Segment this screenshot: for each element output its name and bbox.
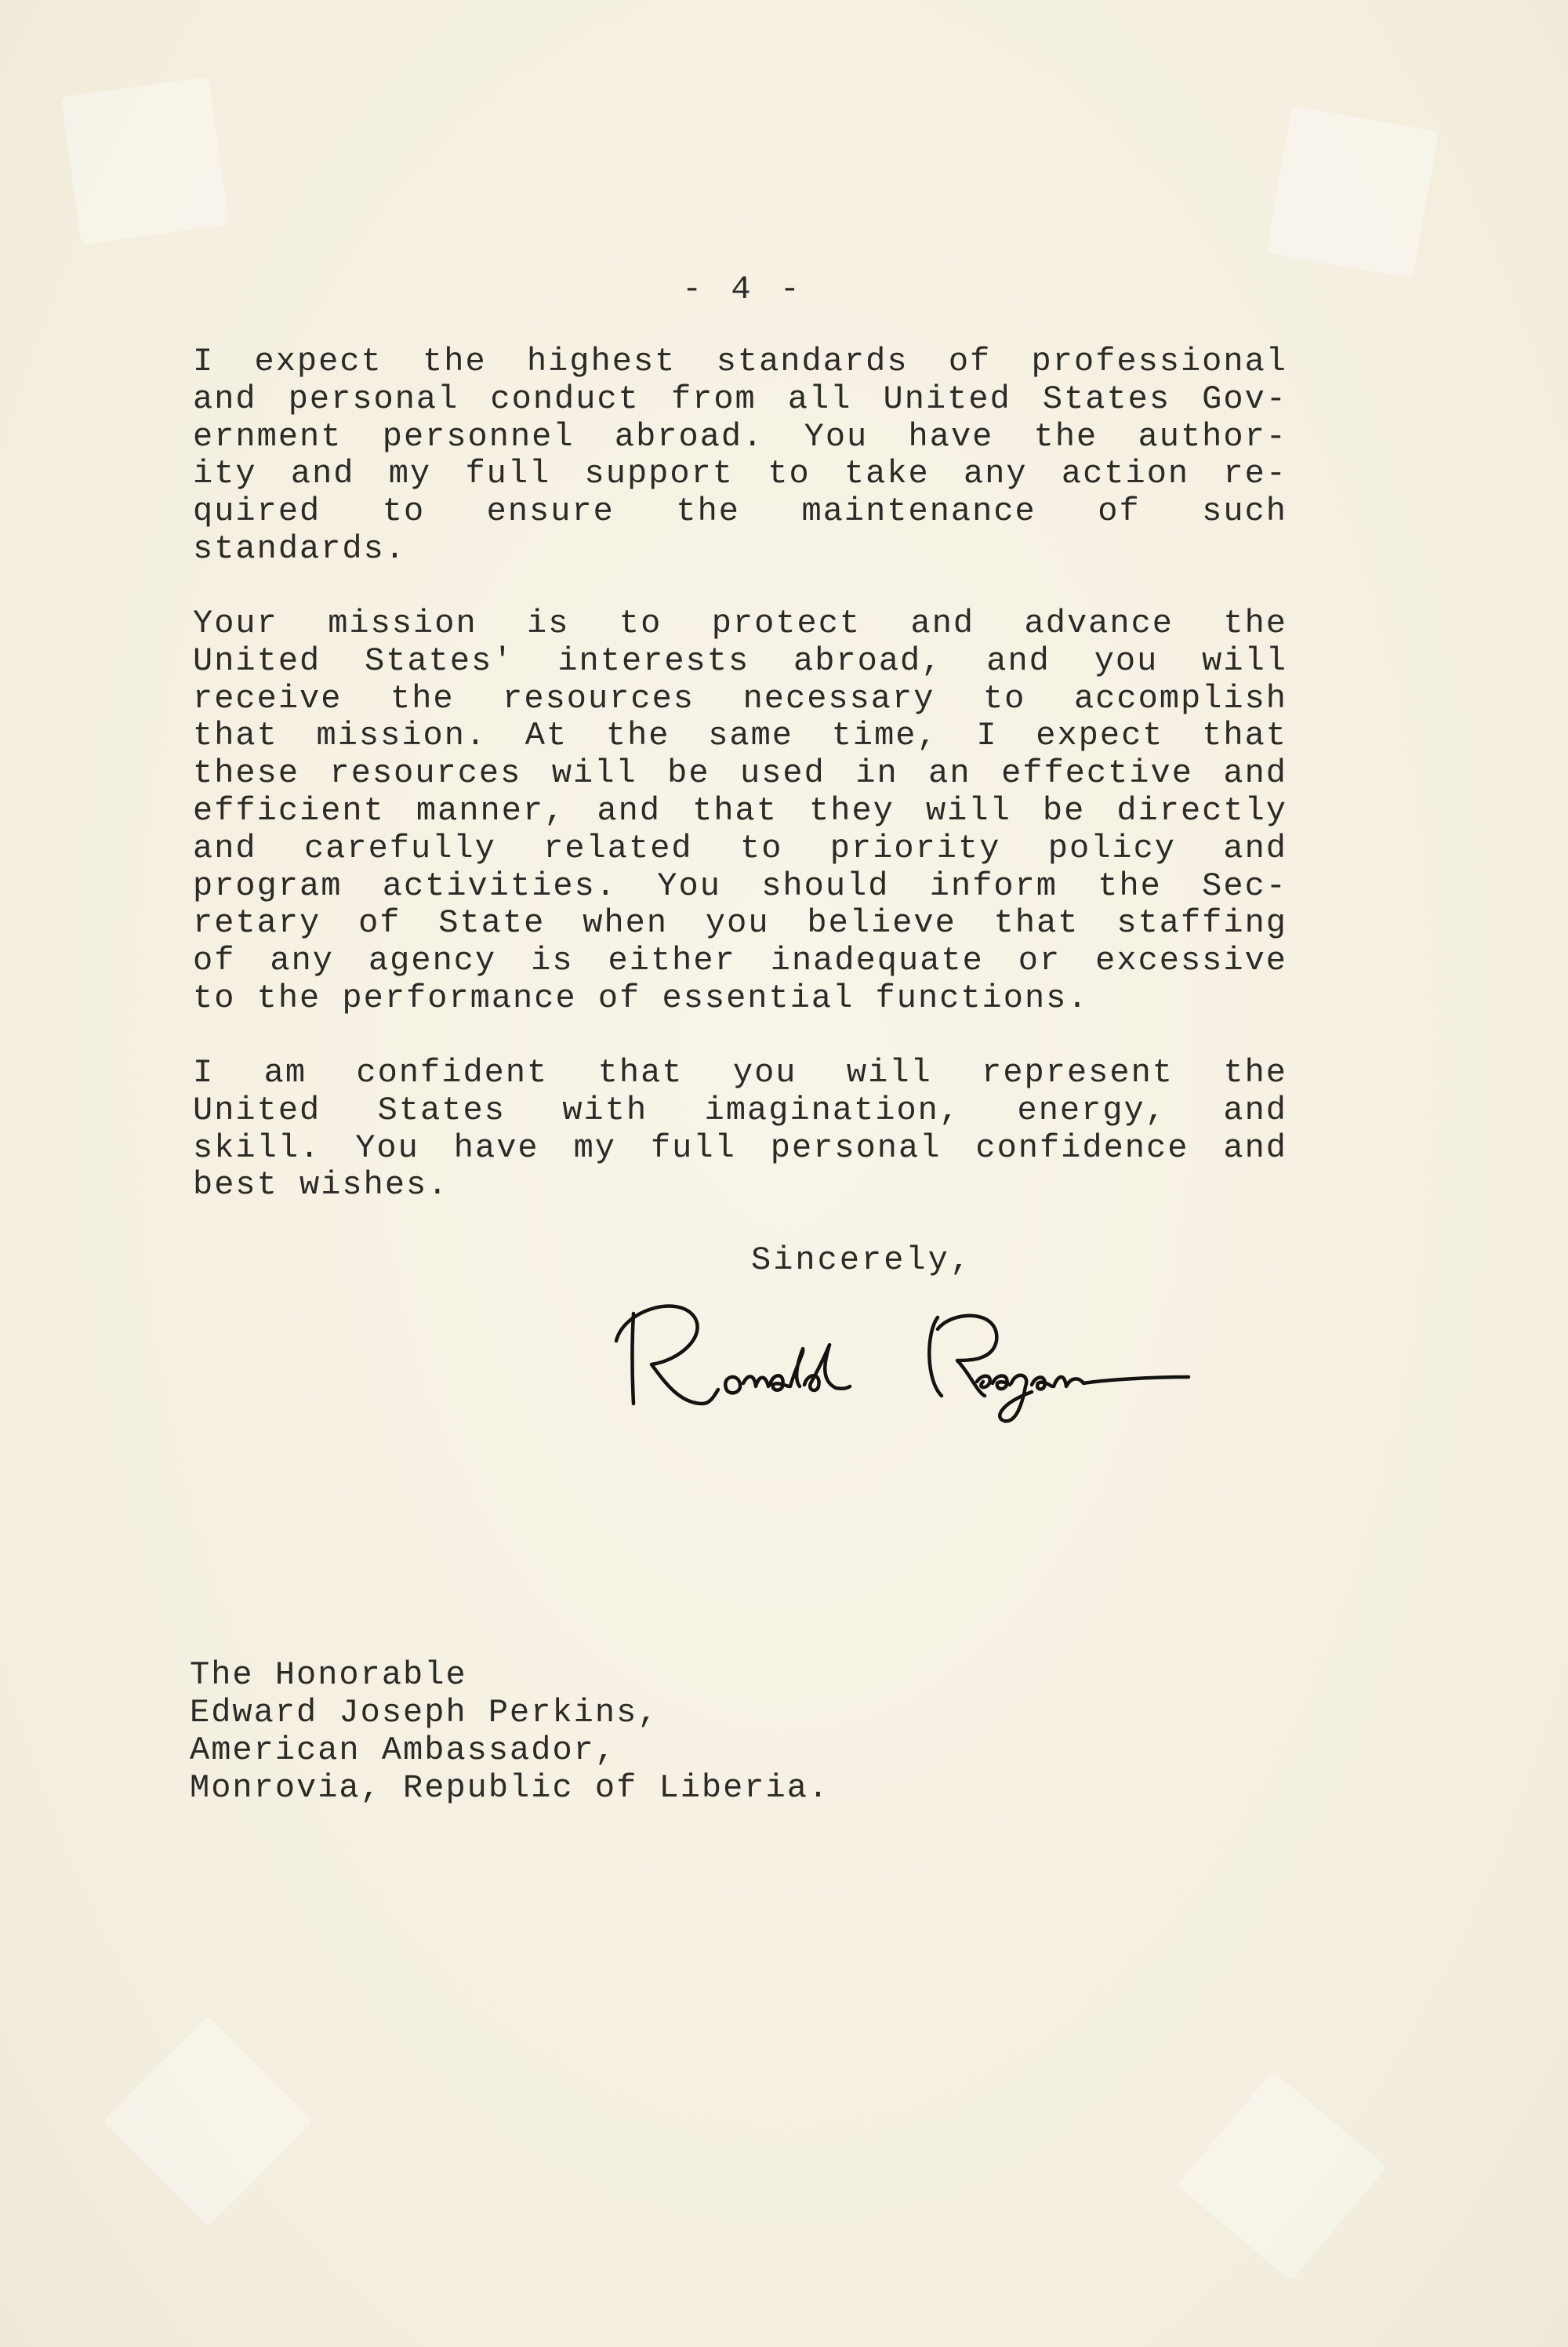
text-line: standards. [193, 529, 407, 568]
text-line: best wishes. [193, 1166, 449, 1204]
text-line: receive the resources necessary to accomplish [193, 679, 1287, 718]
recipient-address [190, 1656, 829, 1807]
signature [608, 1286, 1204, 1427]
text-line: and carefully related to priority policy and [193, 829, 1287, 867]
text-line: ity and my full support to take any action re- [193, 455, 1287, 493]
tape-mark [1177, 2071, 1387, 2281]
text-line: United States' interests abroad, and you will [193, 641, 1287, 680]
closing: Sincerely, [751, 1241, 973, 1279]
text-line: I am confident that you will represent the [193, 1054, 1287, 1092]
text-line: that mission. At the same time, I expect that [193, 717, 1287, 755]
text-line: to the performance of essential functions. [193, 979, 1089, 1017]
paragraph-standards [193, 343, 1287, 569]
text-line: ernment personnel abroad. You have the author- [193, 417, 1287, 456]
text-line: United States with imagination, energy, and [193, 1091, 1287, 1129]
page-number: - 4 - [681, 271, 805, 308]
text-line: these resources will be used in an effective and [193, 754, 1287, 793]
text-line: I expect the highest standards of professional [193, 343, 1287, 380]
paragraph-mission [193, 605, 1287, 1018]
text-line: skill. You have my full personal confidence and [193, 1128, 1287, 1167]
address-line: Monrovia, Republic of Liberia. [190, 1769, 830, 1807]
tape-mark [103, 2016, 314, 2227]
text-line: of any agency is either inadequate or excessive [193, 942, 1287, 980]
text-line: quired to ensure the maintenance of such [193, 492, 1287, 531]
address-line: Edward Joseph Perkins, [190, 1694, 659, 1731]
address-line: American Ambassador, [190, 1731, 617, 1769]
address-line: The Honorable [190, 1656, 467, 1694]
text-line: and personal conduct from all United States Gov- [193, 380, 1287, 418]
text-line: efficient manner, and that they will be directly [193, 791, 1287, 830]
text-line: program activities. You should inform the Sec- [193, 867, 1287, 905]
tape-mark [61, 77, 230, 245]
paragraph-confidence [193, 1055, 1287, 1204]
text-line: retary of State when you believe that staffing [193, 904, 1287, 943]
text-line: Your mission is to protect and advance the [193, 605, 1287, 642]
tape-mark [1266, 106, 1439, 278]
